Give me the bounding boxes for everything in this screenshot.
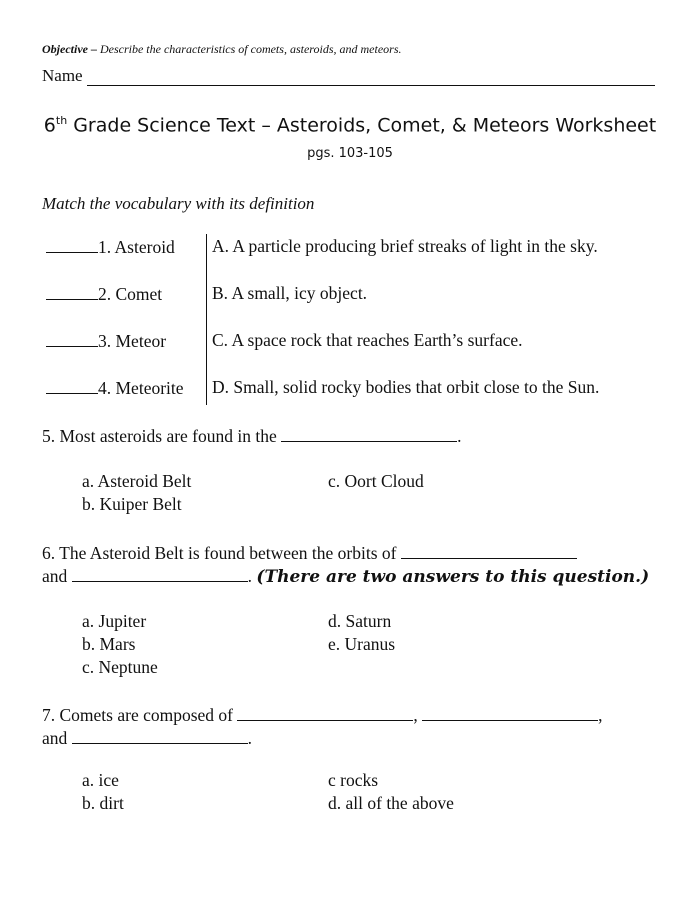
matching-definition: A. A particle producing brief streaks of light in the sky. <box>212 236 598 256</box>
answer-blank[interactable] <box>46 236 98 253</box>
name-row <box>42 66 655 86</box>
objective-label: Objective – <box>42 42 97 56</box>
question-7-text: 7. Comets are composed of <box>42 705 233 725</box>
matching-section <box>46 236 666 424</box>
title-grade: 6 <box>43 114 56 137</box>
question-7-blank-3[interactable] <box>72 726 248 744</box>
matching-row <box>46 236 666 283</box>
question-6-note: (There are two answers to this question.) <box>256 567 650 587</box>
question-7-blank-1[interactable] <box>237 703 413 721</box>
question-7-comma: , <box>413 705 418 725</box>
matching-definition: D. Small, solid rocky bodies that orbit close to the Sun. <box>212 377 600 397</box>
question-5-blank[interactable] <box>281 424 457 442</box>
objective-line <box>42 42 402 57</box>
title-grade-suffix: th <box>55 114 68 127</box>
choice[interactable]: b. dirt <box>82 793 124 813</box>
choice[interactable]: a. Jupiter <box>82 611 147 631</box>
question-7-blank-2[interactable] <box>422 703 598 721</box>
question-6-text: 6. The Asteroid Belt is found between the orbits of <box>42 543 397 563</box>
matching-definition: B. A small, icy object. <box>212 283 368 303</box>
question-6-line-2 <box>42 564 649 589</box>
objective-text: Describe the characteristics of comets, asteroids, and meteors. <box>99 42 402 56</box>
matching-row <box>46 377 666 424</box>
choice[interactable]: d. Saturn <box>328 611 392 631</box>
matching-term: 3. Meteor <box>98 331 167 351</box>
choice[interactable]: a. ice <box>82 770 119 790</box>
question-7-period: . <box>247 728 253 748</box>
question-7 <box>42 703 603 727</box>
matching-instruction: Match the vocabulary with its definition <box>42 194 315 213</box>
name-label: Name <box>42 66 83 85</box>
choice[interactable]: d. all of the above <box>328 793 454 813</box>
matching-term: 4. Meteorite <box>98 378 184 398</box>
answer-blank[interactable] <box>46 330 98 347</box>
question-6 <box>42 541 577 565</box>
choice[interactable]: e. Uranus <box>328 634 396 654</box>
choice[interactable]: c rocks <box>328 770 379 790</box>
question-7-line-2 <box>42 726 252 750</box>
question-7-and: and <box>42 728 68 748</box>
matching-definition: C. A space rock that reaches Earth’s surface. <box>212 330 523 350</box>
question-6-and: and <box>42 566 68 586</box>
question-5 <box>42 424 462 448</box>
choice[interactable]: b. Mars <box>82 634 136 654</box>
question-5-period: . <box>457 426 462 446</box>
question-5-text: 5. Most asteroids are found in the <box>42 426 277 446</box>
choice[interactable]: b. Kuiper Belt <box>82 494 182 514</box>
choice[interactable]: a. Asteroid Belt <box>82 471 192 491</box>
matching-term: 1. Asteroid <box>98 237 175 257</box>
choice[interactable]: c. Neptune <box>82 657 158 677</box>
matching-row <box>46 330 666 377</box>
page-reference: pgs. 103-105 <box>307 146 393 161</box>
worksheet-title <box>0 114 700 136</box>
choice[interactable]: c. Oort Cloud <box>328 471 424 491</box>
answer-blank[interactable] <box>46 377 98 394</box>
matching-term: 2. Comet <box>98 284 163 304</box>
answer-blank[interactable] <box>46 283 98 300</box>
question-7-comma: , <box>598 705 603 725</box>
question-6-blank-1[interactable] <box>401 541 577 559</box>
question-6-period: . <box>247 566 253 586</box>
matching-row <box>46 283 666 330</box>
question-6-blank-2[interactable] <box>72 564 248 582</box>
title-text: Grade Science Text – Asteroids, Comet, & Meteors Worksheet <box>67 114 657 137</box>
name-blank[interactable] <box>87 67 655 86</box>
